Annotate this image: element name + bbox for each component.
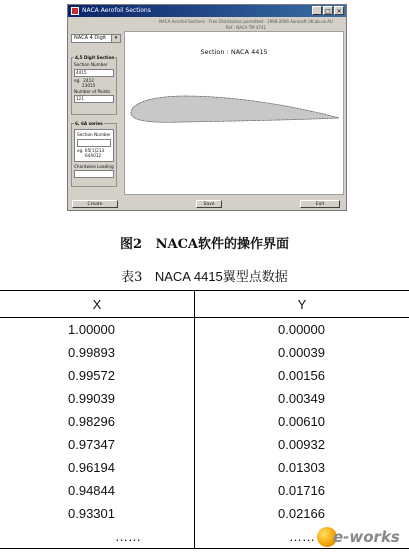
table-title-latin: NACA 4415 xyxy=(154,269,223,284)
app-icon xyxy=(71,7,79,15)
airfoil-svg xyxy=(125,32,343,194)
eg-label: eg. xyxy=(77,147,84,153)
eworks-watermark xyxy=(317,522,403,552)
cell-x: 0.94844 xyxy=(0,479,195,502)
watermark-text: e-works xyxy=(333,528,400,546)
example-1: 65[1]213 xyxy=(84,147,105,153)
cell-x: 1.00000 xyxy=(0,318,195,342)
table-row xyxy=(0,318,409,342)
table-header-row xyxy=(0,291,409,318)
naca-window xyxy=(67,4,347,211)
cell-y: 0.00932 xyxy=(278,437,325,452)
cell-y: 0.01716 xyxy=(278,483,325,498)
four-five-digit-group xyxy=(71,57,117,115)
figure-caption xyxy=(0,233,409,252)
maximize-button[interactable]: □ xyxy=(323,6,333,15)
cell-x: 0.99893 xyxy=(0,341,195,364)
table-row xyxy=(0,364,409,387)
airfoil-shape xyxy=(131,96,339,122)
window-title: NACA Aerofoil Sections xyxy=(82,7,151,14)
section-title: Section : NACA 4415 xyxy=(200,48,268,56)
group-title: 4,5 Digit Section xyxy=(75,55,115,60)
cell-x: 0.97347 xyxy=(0,433,195,456)
save-button[interactable]: Save xyxy=(196,200,222,208)
header-line-1: NACA Aerofoil Sections - Free Distribution permitted - 1998-2006 Aerosoft UK.ab.uk.AU xyxy=(159,19,333,24)
example-1: 2412 xyxy=(83,77,94,83)
close-button[interactable]: × xyxy=(334,6,344,15)
exit-button[interactable]: Exit xyxy=(300,200,340,208)
chevron-down-icon[interactable]: ▾ xyxy=(111,35,120,42)
series-select-value: NACA 4 Digit xyxy=(74,35,107,41)
window-titlebar xyxy=(68,5,346,17)
table-row xyxy=(0,387,409,410)
cell-x: 0.99572 xyxy=(0,364,195,387)
table-title: 翼型点数据 xyxy=(222,270,288,285)
chordwise-input[interactable] xyxy=(74,170,114,178)
airfoil-plot xyxy=(124,31,344,195)
header-line-2: Ref : NACA TM 4741 xyxy=(225,25,267,30)
cell-x: 0.99039 xyxy=(0,387,195,410)
table-row xyxy=(0,410,409,433)
table-number: 表3 xyxy=(121,270,143,285)
column-header-y: Y xyxy=(195,291,409,318)
six-series-box xyxy=(74,129,114,162)
create-button[interactable]: Create xyxy=(72,200,118,208)
six-series-group xyxy=(71,123,117,187)
chordwise-label: Chordwise Loading xyxy=(74,163,114,169)
cell-x: 0.96194 xyxy=(0,456,195,479)
table-row xyxy=(0,433,409,456)
column-header-x: X xyxy=(0,291,195,318)
cell-y: 0.00156 xyxy=(278,368,325,383)
figure-title: NACA软件的操作界面 xyxy=(155,237,290,252)
cell-y: 0.01303 xyxy=(278,460,325,475)
figure-number: 图2 xyxy=(119,237,143,252)
section-number-input[interactable]: 4415 xyxy=(74,69,114,77)
six-section-input[interactable] xyxy=(77,139,111,147)
cell-x: 0.98296 xyxy=(0,410,195,433)
example-2: 23015 xyxy=(82,83,96,88)
series-select[interactable] xyxy=(71,34,121,43)
cell-y: 0.02166 xyxy=(278,506,325,521)
cell-y: 0.00610 xyxy=(278,414,325,429)
airfoil-points-table xyxy=(0,290,409,549)
ellipsis-y: …… xyxy=(195,525,409,549)
example-2: 64A012 xyxy=(85,153,102,158)
table-row xyxy=(0,341,409,364)
section-number-label: Section Number xyxy=(74,62,108,67)
table-caption xyxy=(0,266,409,285)
ellipsis-x: …… xyxy=(0,525,195,549)
section-number-label: Section Number xyxy=(77,132,111,137)
minimize-button[interactable]: _ xyxy=(312,6,322,15)
cell-y: 0.00349 xyxy=(278,391,325,406)
table-row xyxy=(0,456,409,479)
cell-x: 0.93301 xyxy=(0,502,195,525)
points-label: Number of Points xyxy=(74,88,111,94)
cell-y: 0.00039 xyxy=(278,345,325,360)
group-title: 6, 6A series xyxy=(75,121,103,126)
eg-label: eg. xyxy=(74,77,81,83)
cell-y: 0.00000 xyxy=(278,322,325,337)
points-input[interactable]: 121 xyxy=(74,95,114,103)
header-info xyxy=(148,19,344,31)
table-row xyxy=(0,479,409,502)
